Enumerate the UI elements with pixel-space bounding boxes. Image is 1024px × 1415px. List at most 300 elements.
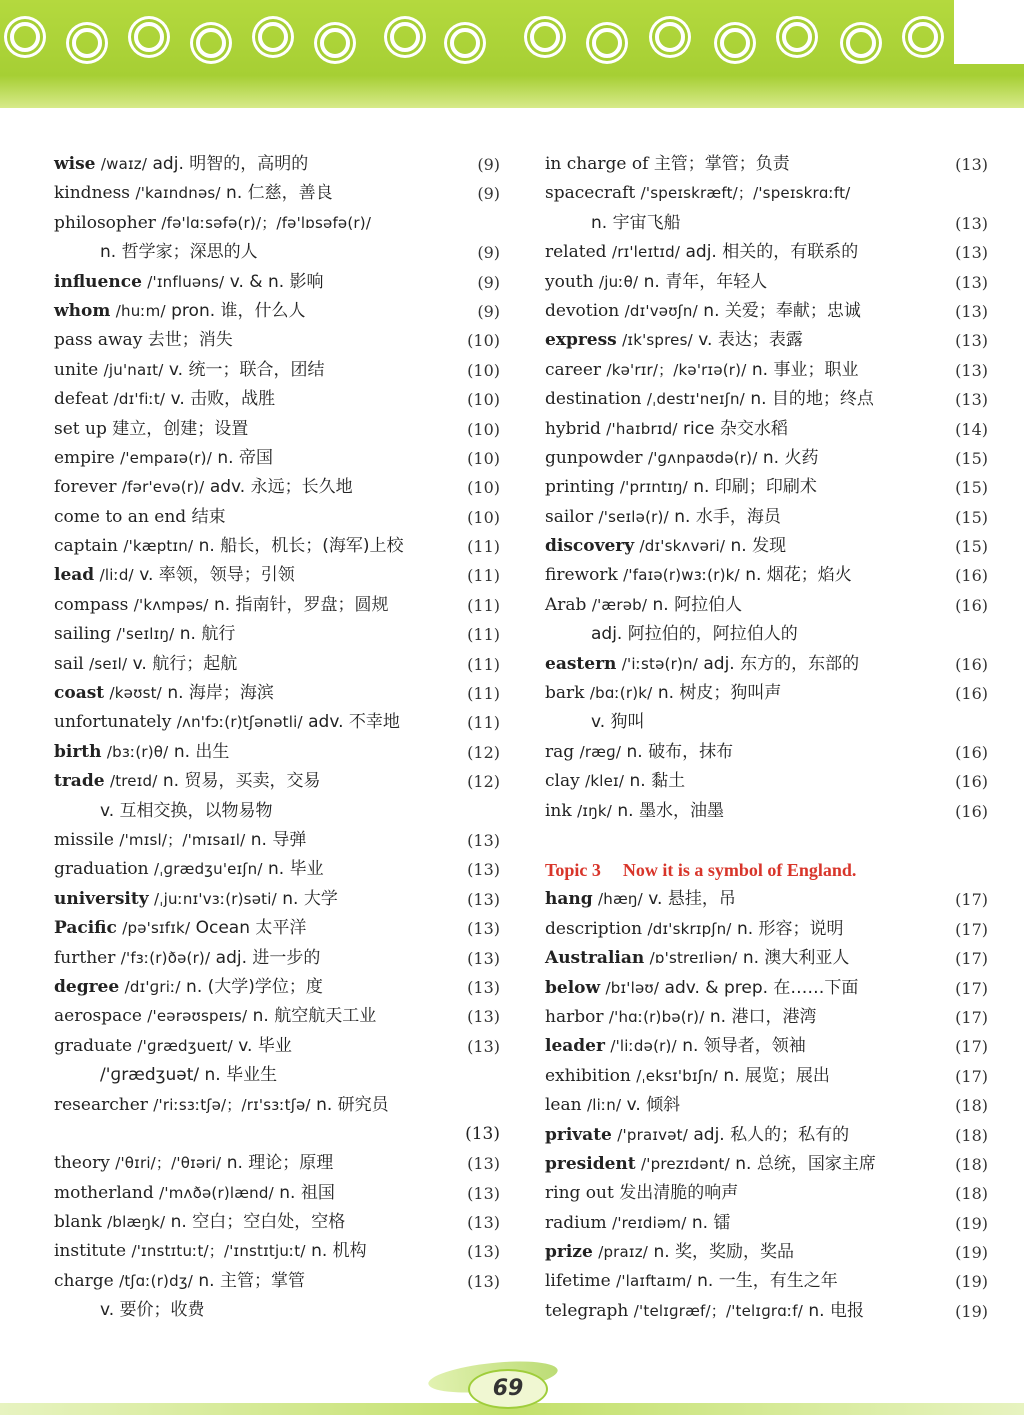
definition: n. 导弹 xyxy=(250,829,307,850)
band-notch xyxy=(954,0,1024,64)
vocab-entry xyxy=(54,826,500,855)
phonetic: /bɜː(r)θ/ xyxy=(106,742,169,761)
page-ref: (11) xyxy=(467,625,500,645)
page-ref: (13) xyxy=(955,301,988,321)
vocab-entry xyxy=(545,1091,988,1120)
page-ref: (10) xyxy=(467,419,500,439)
definition: n. 航空航天工业 xyxy=(252,1006,377,1027)
entry-text xyxy=(54,1237,367,1266)
phonetic: /fə'lɑːsəfə(r)/；/fə'lɒsəfə(r)/ xyxy=(161,213,372,232)
left-column xyxy=(54,150,500,1326)
phonetic: /'empaɪə(r)/ xyxy=(120,448,212,467)
headword: motherland xyxy=(54,1182,154,1203)
vocab-entry xyxy=(54,679,500,708)
vocab-entry xyxy=(545,1121,988,1150)
page-ref: (15) xyxy=(955,507,988,527)
continuation-text: n. 宇宙飞船 xyxy=(591,212,681,233)
phonetic: /treɪd/ xyxy=(109,772,158,791)
definition: n. (大学)学位；度 xyxy=(186,976,323,997)
vocab-entry xyxy=(54,268,500,297)
phonetic: /rɪ'leɪtɪd/ xyxy=(611,243,681,262)
vocab-entry xyxy=(545,591,988,620)
headword: prize xyxy=(545,1242,593,1263)
vocab-entry xyxy=(54,297,500,326)
entry-text xyxy=(54,532,404,561)
headword: degree xyxy=(54,976,120,997)
definition: adv. 不幸地 xyxy=(308,712,400,733)
headword: graduation xyxy=(54,859,149,880)
entry-continuation xyxy=(54,238,500,267)
phonetic: /'faɪə(r)wɜː(r)k/ xyxy=(623,566,740,585)
headword: lifetime xyxy=(545,1271,611,1292)
vocab-entry xyxy=(545,473,988,502)
right-column xyxy=(545,150,988,1326)
entry-text xyxy=(54,826,306,855)
vocab-entry xyxy=(54,1032,500,1061)
vocab-entry xyxy=(545,1297,988,1326)
definition: n. 总统，国家主席 xyxy=(735,1153,876,1174)
entry-text xyxy=(545,326,803,355)
phonetic: /dɪ'skʌvəri/ xyxy=(639,537,726,556)
vocab-entry xyxy=(545,297,988,326)
definition: 去世；消失 xyxy=(147,330,233,351)
page-ref: (14) xyxy=(955,419,988,439)
phonetic: /'prɪntɪŋ/ xyxy=(619,478,688,497)
entry-text xyxy=(54,179,333,208)
page-ref: (13) xyxy=(955,272,988,292)
headword: devotion xyxy=(545,300,620,321)
phonetic: /'kaɪndnəs/ xyxy=(135,184,221,203)
page-ref: (15) xyxy=(955,478,988,498)
continuation-text: /'ɡrædʒuət/ n. 毕业生 xyxy=(100,1065,278,1086)
headword: birth xyxy=(54,741,102,762)
page-ref: (13) xyxy=(467,948,500,968)
page-ref: (16) xyxy=(955,654,988,674)
entry-continuation xyxy=(54,797,500,826)
definition: n. 指南针，罗盘；圆规 xyxy=(213,594,389,615)
entry-text xyxy=(545,1238,794,1267)
definition: n. 理论；原理 xyxy=(226,1153,334,1174)
phonetic: /ɪŋk/ xyxy=(577,801,612,820)
headword: lean xyxy=(545,1095,582,1116)
definition: n. 树皮；狗叫声 xyxy=(657,683,782,704)
definition: n. 主管；掌管 xyxy=(198,1270,305,1291)
definition: adj. 相关的，有联系的 xyxy=(685,242,859,263)
top-decorative-band xyxy=(0,0,1024,108)
headword: Pacific xyxy=(54,918,117,939)
headword: forever xyxy=(54,477,117,498)
page-ref: (13) xyxy=(467,977,500,997)
headword: unite xyxy=(54,359,99,380)
vocab-entry xyxy=(54,591,500,620)
headword: unfortunately xyxy=(54,712,172,733)
headword: president xyxy=(545,1153,636,1174)
headword: empire xyxy=(54,447,115,468)
phonetic: /liːn/ xyxy=(587,1096,622,1115)
phonetic: /'θɪri/；/'θɪəri/ xyxy=(115,1154,222,1173)
definition: n. 黏土 xyxy=(629,771,686,792)
vocab-entry xyxy=(54,503,500,532)
definition: adj. 明智的，高明的 xyxy=(152,154,309,174)
vocab-entry xyxy=(545,885,988,914)
phonetic: /kəʊst/ xyxy=(109,684,162,703)
page-ref: (13) xyxy=(955,213,988,233)
definition: n. 港口，港湾 xyxy=(709,1006,817,1027)
entry-text xyxy=(54,150,308,179)
definition: n. 航行 xyxy=(179,624,236,645)
vocab-entry xyxy=(545,356,988,385)
definition: n. 领导者，领袖 xyxy=(682,1036,806,1057)
headword: spacecraft xyxy=(545,183,636,204)
entry-text xyxy=(54,1149,333,1178)
entry-continuation xyxy=(54,1061,500,1090)
phonetic: /'liːdə(r)/ xyxy=(610,1037,677,1056)
headword: rag xyxy=(545,741,575,762)
ring-ornament xyxy=(450,28,480,58)
definition: adj. 私人的；私有的 xyxy=(693,1124,850,1145)
phonetic: /'laɪftaɪm/ xyxy=(616,1272,692,1291)
vocab-entry xyxy=(54,1237,500,1266)
phonetic: /'ɡrædʒueɪt/ xyxy=(137,1036,233,1055)
entry-text xyxy=(54,297,306,326)
headword: researcher xyxy=(54,1094,148,1115)
page-ref: (12) xyxy=(467,772,500,792)
headword: trade xyxy=(54,771,105,792)
entry-text xyxy=(545,1091,680,1120)
headword: aerospace xyxy=(54,1006,142,1027)
entry-text xyxy=(545,797,724,826)
vocab-entry xyxy=(54,973,500,1002)
headword: bark xyxy=(545,683,585,704)
decorative-rings xyxy=(0,16,960,66)
definition: 结束 xyxy=(191,506,226,527)
page-ref: (18) xyxy=(955,1125,988,1145)
entry-text xyxy=(54,1267,305,1296)
entry-text xyxy=(54,944,320,973)
definition: adv. 永远；长久地 xyxy=(209,477,353,498)
phonetic: /waɪz/ xyxy=(100,155,148,173)
headword: description xyxy=(545,918,643,939)
definition: adv. & prep. 在……下面 xyxy=(664,977,859,998)
page-ref: (10) xyxy=(467,331,500,351)
phonetic: /'mʌðə(r)lænd/ xyxy=(159,1183,274,1202)
headword: come to an end xyxy=(54,506,187,527)
vocab-entry xyxy=(54,209,500,238)
ring-ornament xyxy=(908,22,938,52)
entry-text xyxy=(545,974,858,1003)
headword: theory xyxy=(54,1153,110,1174)
page-ref: (16) xyxy=(955,772,988,792)
headword: philosopher xyxy=(54,212,156,233)
vocab-entry xyxy=(54,1267,500,1296)
entry-text xyxy=(545,1209,730,1238)
headword: harbor xyxy=(545,1006,604,1027)
page-ref: (13) xyxy=(467,1213,500,1233)
ring-ornament xyxy=(655,22,685,52)
topic-heading xyxy=(545,855,988,885)
headword: missile xyxy=(54,829,114,850)
phonetic: /'hɑː(r)bə(r)/ xyxy=(608,1007,705,1026)
page-footer xyxy=(0,1355,1024,1415)
page-ref: (18) xyxy=(955,1184,988,1204)
phonetic: /'praɪvət/ xyxy=(617,1125,688,1144)
page-ref: (12) xyxy=(467,742,500,762)
topic-title: Now it is a symbol of England. xyxy=(622,860,857,881)
ring-ornament xyxy=(72,28,102,58)
vocab-entry xyxy=(545,561,988,590)
ring-ornament xyxy=(134,22,164,52)
headword: pass away xyxy=(54,330,143,351)
vocab-entry xyxy=(54,415,500,444)
page-ref: (17) xyxy=(955,890,988,910)
phonetic: /ˌdestɪ'neɪʃn/ xyxy=(646,390,745,409)
definition: adj. 东方的，东部的 xyxy=(703,653,860,674)
headword: radium xyxy=(545,1212,607,1233)
entry-text xyxy=(54,767,321,796)
definition: n. 阿拉伯人 xyxy=(652,594,743,615)
continuation-text: v. 互相交换，以物易物 xyxy=(100,800,273,821)
definition: n. 印刷；印刷术 xyxy=(693,477,817,498)
topic-number: Topic 3 xyxy=(545,860,601,881)
headword: related xyxy=(545,242,607,263)
page-ref: (13) xyxy=(467,860,500,880)
headword: ink xyxy=(545,800,572,821)
page-ref: (19) xyxy=(955,1213,988,1233)
entry-text xyxy=(54,914,306,943)
definition: n. 机构 xyxy=(311,1241,367,1262)
entry-text xyxy=(54,561,295,590)
entry-text xyxy=(54,855,324,884)
vocab-entry xyxy=(545,679,988,708)
phonetic: /ˌeksɪ'bɪʃn/ xyxy=(636,1066,718,1085)
definition: n. 火药 xyxy=(762,447,819,468)
page-ref: (15) xyxy=(955,537,988,557)
vocab-entry xyxy=(54,650,500,679)
definition: n. 水手，海员 xyxy=(674,506,781,527)
page-ref: (17) xyxy=(955,919,988,939)
phonetic: /praɪz/ xyxy=(598,1243,649,1262)
ring-ornament xyxy=(196,28,226,58)
vocab-entry xyxy=(54,1179,500,1208)
vocab-entry xyxy=(545,797,988,826)
page-ref: (9) xyxy=(477,184,500,204)
entry-text xyxy=(545,1150,876,1179)
phonetic: /ju'naɪt/ xyxy=(103,360,164,379)
phonetic: /'riːsɜːtʃə/；/rɪ'sɜːtʃə/ xyxy=(153,1095,311,1114)
vocab-entry xyxy=(54,150,500,179)
phonetic: /kleɪ/ xyxy=(585,772,625,791)
page-ref: (13) xyxy=(467,830,500,850)
vocab-entry xyxy=(545,385,988,414)
vocab-entry xyxy=(54,385,500,414)
headword: express xyxy=(545,330,617,351)
ring-ornament xyxy=(720,28,750,58)
definition: n. 仁慈，善良 xyxy=(226,183,333,204)
phonetic: /bɪ'ləʊ/ xyxy=(605,978,660,997)
phonetic: /pə'sɪfɪk/ xyxy=(122,919,191,938)
definition: n. 研究员 xyxy=(316,1094,389,1115)
definition: v. 统一；联合，团结 xyxy=(168,359,325,380)
phonetic: /dɪ'vəʊʃn/ xyxy=(624,301,698,320)
entry-text xyxy=(54,591,389,620)
vocab-entry xyxy=(545,503,988,532)
entry-text xyxy=(54,1091,389,1120)
headword: discovery xyxy=(545,536,635,557)
vocab-entry xyxy=(545,326,988,355)
phonetic: /dɪ'skrɪpʃn/ xyxy=(647,919,732,938)
vocab-entry xyxy=(545,150,988,179)
phonetic: /'prezɪdənt/ xyxy=(641,1154,730,1173)
definition: v. & n. 影响 xyxy=(229,271,324,292)
headword: ring out xyxy=(545,1183,614,1204)
entry-text xyxy=(545,503,781,532)
entry-text xyxy=(545,179,850,208)
vocab-entry xyxy=(545,1003,988,1032)
headword: private xyxy=(545,1124,612,1145)
entry-text xyxy=(545,944,849,973)
phonetic: /blæŋk/ xyxy=(107,1213,166,1232)
definition: n. 海岸；海滨 xyxy=(167,683,274,704)
page-ref: (19) xyxy=(955,1301,988,1321)
page-ref: (9) xyxy=(477,272,500,292)
page-ref: (11) xyxy=(467,537,500,557)
vocab-entry xyxy=(54,738,500,767)
headword: lead xyxy=(54,565,95,586)
vocab-entry xyxy=(54,1091,500,1120)
page-ref: (13) xyxy=(955,155,988,174)
phonetic: /'seɪlɪŋ/ xyxy=(116,625,175,644)
definition: 发出清脆的响声 xyxy=(619,1183,739,1204)
headword: telegraph xyxy=(545,1300,629,1321)
entry-text xyxy=(545,1062,830,1091)
phonetic: /'eərəʊspeɪs/ xyxy=(147,1007,248,1026)
page-ref: (13) xyxy=(467,1271,500,1291)
vocab-entry xyxy=(54,561,500,590)
entry-text xyxy=(545,444,818,473)
headword: below xyxy=(545,977,601,998)
ring-ornament xyxy=(10,22,40,52)
page-ref: (19) xyxy=(955,1243,988,1263)
headword: eastern xyxy=(545,653,617,674)
vocab-entry xyxy=(54,767,500,796)
headword: coast xyxy=(54,683,105,704)
page-number: 69 xyxy=(468,1369,548,1409)
entry-text xyxy=(545,473,817,502)
entry-text xyxy=(54,885,338,914)
page-ref-row xyxy=(54,1120,500,1149)
phonetic: /'ærəb/ xyxy=(591,595,648,614)
phonetic: /ˌɡrædʒu'eɪʃn/ xyxy=(153,860,263,879)
definition: n. 电报 xyxy=(808,1300,864,1321)
headword: influence xyxy=(54,271,142,292)
entry-continuation xyxy=(54,1296,500,1325)
headword: sailing xyxy=(54,624,112,645)
definition: n. 一生，有生之年 xyxy=(697,1271,838,1292)
headword: graduate xyxy=(54,1035,133,1056)
definition: v. 毕业 xyxy=(238,1035,292,1056)
definition: n. 船长，机长；(海军)上校 xyxy=(198,536,404,557)
vocab-entry xyxy=(545,944,988,973)
phonetic: /juːθ/ xyxy=(598,272,639,291)
entry-text xyxy=(54,1032,292,1061)
page-ref: (18) xyxy=(955,1096,988,1116)
phonetic: /bɑː(r)k/ xyxy=(589,684,653,703)
headword: set up xyxy=(54,418,107,439)
page-ref: (13) xyxy=(955,360,988,380)
vocab-entry xyxy=(545,767,988,796)
page-ref: (13) xyxy=(467,1036,500,1056)
headword: leader xyxy=(545,1036,605,1057)
definition: n. 出生 xyxy=(173,741,230,762)
definition: adj. 进一步的 xyxy=(215,947,321,968)
headword: hang xyxy=(545,889,593,910)
headword: Australian xyxy=(545,948,645,969)
phonetic: /tʃɑː(r)dʒ/ xyxy=(119,1271,193,1290)
definition: n. 烟花；焰火 xyxy=(745,565,852,586)
headword: in charge of xyxy=(545,154,649,174)
entry-text xyxy=(54,473,353,502)
phonetic: /'reɪdiəm/ xyxy=(612,1213,687,1232)
ring-ornament xyxy=(782,22,812,52)
entry-text xyxy=(54,1208,345,1237)
entry-text xyxy=(545,268,767,297)
headword: compass xyxy=(54,594,129,615)
entry-text xyxy=(54,1179,335,1208)
headword: defeat xyxy=(54,389,109,410)
definition: 建立，创建；设置 xyxy=(112,418,249,439)
page-ref: (11) xyxy=(467,684,500,704)
continuation-text: adj. 阿拉伯的，阿拉伯人的 xyxy=(591,624,798,645)
page-ref: (13) xyxy=(467,1007,500,1027)
page-ref: (17) xyxy=(955,949,988,969)
definition: n. 大学 xyxy=(282,888,338,909)
page-ref: (18) xyxy=(955,1154,988,1174)
headword: captain xyxy=(54,536,118,557)
phonetic: /'mɪsl/；/'mɪsaɪl/ xyxy=(119,830,246,849)
vocab-entry xyxy=(545,1032,988,1061)
vocab-entry xyxy=(54,1208,500,1237)
headword: university xyxy=(54,888,149,909)
definition: n. 事业；职业 xyxy=(751,359,859,380)
phonetic: /'seɪlə(r)/ xyxy=(598,507,669,526)
vocab-entry xyxy=(545,1267,988,1296)
vocab-entry xyxy=(545,650,988,679)
headword: institute xyxy=(54,1241,127,1262)
vocab-entry xyxy=(545,974,988,1003)
entry-text xyxy=(545,1003,816,1032)
phonetic: /'kʌmpəs/ xyxy=(133,595,209,614)
entry-text xyxy=(545,738,733,767)
phonetic: /ræɡ/ xyxy=(579,742,622,761)
entry-text xyxy=(54,650,237,679)
phonetic: /'iːstə(r)n/ xyxy=(621,654,698,673)
vocab-entry xyxy=(545,1179,988,1208)
headword: Arab xyxy=(545,594,587,615)
page-ref: (13) xyxy=(467,1183,500,1203)
definition: n. 祖国 xyxy=(279,1182,335,1203)
entry-text xyxy=(545,679,781,708)
page-ref: (17) xyxy=(955,1066,988,1086)
entry-continuation xyxy=(545,708,988,737)
phonetic: /dɪ'ɡriː/ xyxy=(124,977,181,996)
vocab-entry xyxy=(545,1209,988,1238)
definition: v. 率领，领导；引领 xyxy=(139,565,295,586)
vocab-entry xyxy=(545,415,988,444)
vocab-entry xyxy=(545,179,988,208)
headword: destination xyxy=(545,389,642,410)
phonetic: /ɒ'streɪliən/ xyxy=(649,949,738,968)
definition: n. 展览；展出 xyxy=(723,1065,830,1086)
